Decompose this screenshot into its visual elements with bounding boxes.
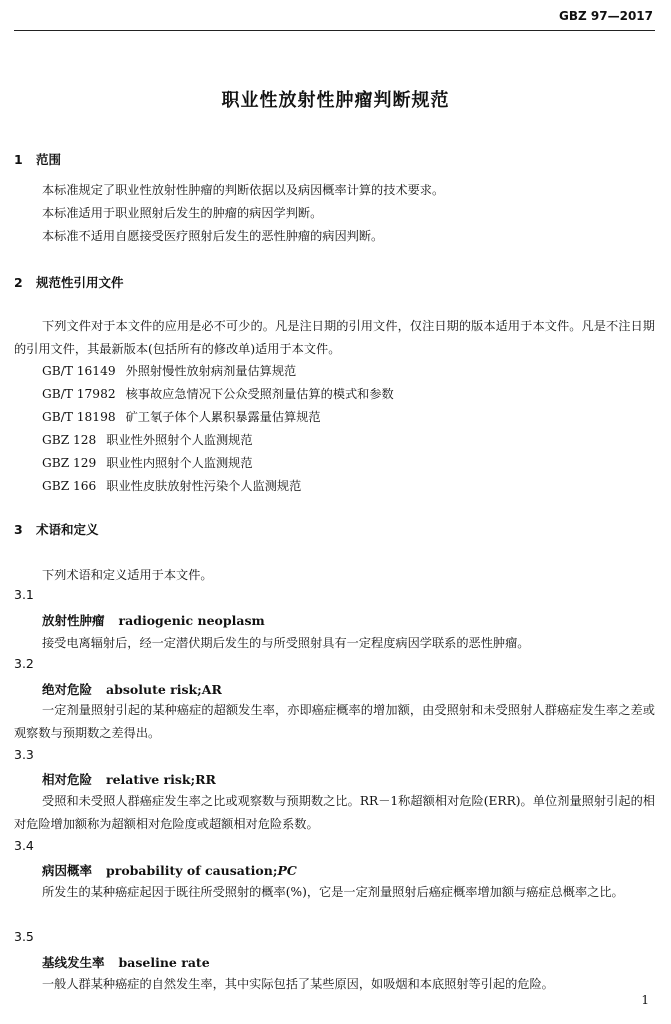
term-abbr: RR xyxy=(195,772,216,787)
term-zh: 放射性肿瘤 xyxy=(42,613,105,628)
term-number: 3.2 xyxy=(14,656,34,671)
term-heading xyxy=(42,680,222,698)
term-abbr: PC xyxy=(277,863,297,878)
reference-title: 职业性内照射个人监测规范 xyxy=(106,456,253,470)
term-en: absolute risk; xyxy=(106,682,202,697)
reference-item xyxy=(42,385,394,402)
section-title: 范围 xyxy=(36,152,62,167)
reference-title: 矿工氡子体个人累积暴露量估算规范 xyxy=(125,410,321,424)
term-definition: 接受电离辐射后，经一定潜伏期后发生的与所受照射具有一定程度病因学联系的恶性肿瘤。 xyxy=(42,636,530,650)
term-definition: 一般人群某种癌症的自然发生率，其中实际包括了某些原因，如吸烟和本底照射等引起的危险。 xyxy=(42,977,554,991)
section-3-intro: 下列术语和定义适用于本文件。 xyxy=(42,568,213,582)
term-definition: 所发生的某种癌症起因于既往所受照射的概率(%)，它是一定剂量照射后癌症概率增加额与癌症总概率之比。 xyxy=(42,885,624,899)
reference-title: 职业性外照射个人监测规范 xyxy=(106,433,253,447)
term-definition: 受照和未受照人群癌症发生率之比或观察数与预期数之比。RR－1称超额相对危险(ERR)。单位剂量照射引起的相对危险增加额称为超额相对危险度或超额相对危险系数。 xyxy=(14,794,655,831)
term-en: radiogenic neoplasm xyxy=(118,613,265,628)
term-en: baseline rate xyxy=(118,955,210,970)
section-number: 1 xyxy=(14,152,23,167)
section-title: 规范性引用文件 xyxy=(36,275,124,290)
term-number: 3.1 xyxy=(14,587,34,602)
reference-item xyxy=(42,477,301,494)
reference-code: GBZ 129 xyxy=(42,456,97,470)
term-zh: 相对危险 xyxy=(42,772,93,787)
section-title: 术语和定义 xyxy=(36,522,99,537)
term-en: probability of causation; xyxy=(106,863,278,878)
term-number: 3.3 xyxy=(14,747,34,762)
reference-code: GB/T 18198 xyxy=(42,410,116,424)
header-rule xyxy=(14,30,655,31)
term-heading xyxy=(42,770,216,788)
standard-code: GBZ 97—2017 xyxy=(559,9,653,23)
reference-title: 外照射慢性放射病剂量估算规范 xyxy=(125,364,297,378)
term-zh: 绝对危险 xyxy=(42,682,93,697)
term-heading xyxy=(42,953,210,971)
term-abbr: AR xyxy=(201,682,222,697)
page-title: 职业性放射性肿瘤判断规范 xyxy=(221,90,450,111)
term-zh: 病因概率 xyxy=(42,863,93,878)
term-heading xyxy=(42,861,297,879)
reference-item xyxy=(42,362,296,379)
section-number: 2 xyxy=(14,275,23,290)
section-1-paragraph: 本标准不适用自愿接受医疗照射后发生的恶性肿瘤的病因判断。 xyxy=(42,229,384,243)
section-number: 3 xyxy=(14,522,23,537)
section-3-heading xyxy=(14,520,99,538)
reference-title: 职业性皮肤放射性污染个人监测规范 xyxy=(106,479,302,493)
section-2-heading xyxy=(14,273,124,291)
section-1-paragraph: 本标准规定了职业性放射性肿瘤的判断依据以及病因概率计算的技术要求。 xyxy=(42,183,445,197)
section-1-paragraph: 本标准适用于职业照射后发生的肿瘤的病因学判断。 xyxy=(42,206,323,220)
reference-item xyxy=(42,454,253,471)
section-1-heading xyxy=(14,150,61,168)
reference-item xyxy=(42,431,253,448)
reference-title: 核事故应急情况下公众受照剂量估算的模式和参数 xyxy=(125,387,394,401)
reference-code: GB/T 16149 xyxy=(42,364,116,378)
term-en: relative risk; xyxy=(106,772,196,787)
reference-code: GBZ 166 xyxy=(42,479,97,493)
term-definition: 一定剂量照射引起的某种癌症的超额发生率，亦即癌症概率的增加额，由受照射和未受照射人群癌症发生率之差或观察数与预期数之差得出。 xyxy=(14,703,655,740)
term-heading xyxy=(42,611,265,629)
reference-code: GB/T 17982 xyxy=(42,387,116,401)
section-2-intro: 下列文件对于本文件的应用是必不可少的。凡是注日期的引用文件，仅注日期的版本适用于本文件。凡是不注日期的引用文件，其最新版本(包括所有的修改单)适用于本文件。 xyxy=(14,319,655,356)
reference-code: GBZ 128 xyxy=(42,433,97,447)
reference-item xyxy=(42,408,321,425)
term-number: 3.5 xyxy=(14,929,34,944)
term-number: 3.4 xyxy=(14,838,34,853)
page-number: 1 xyxy=(641,993,649,1007)
term-zh: 基线发生率 xyxy=(42,955,105,970)
